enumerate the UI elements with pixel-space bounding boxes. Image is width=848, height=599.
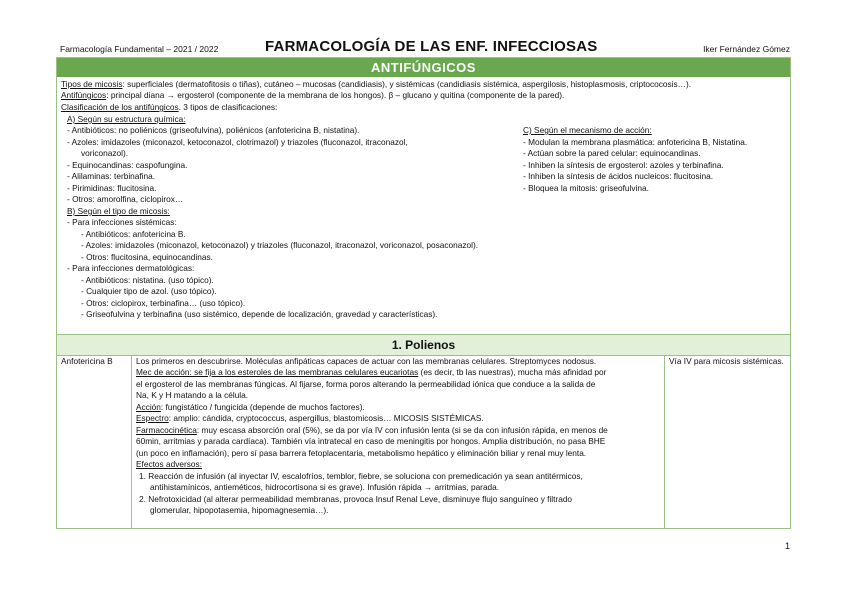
para-line: Los primeros en descubrirse. Moléculas anfipáticas capaces de actuar con las membranas celulares. Streptomyces nodosus. — [136, 356, 597, 366]
tipos-label: Tipos de micosis — [61, 79, 123, 89]
para-line: Na, K y H matando a la célula. — [136, 390, 249, 400]
classB-line: - Griseofulvina y terbinafina (uso sistémico, depende de localización, gravedad y características). — [81, 309, 438, 319]
farmaco-label: Farmacocinética — [136, 425, 197, 435]
espectro-line — [136, 413, 484, 424]
farmaco-text: : muy escasa absorción oral (5%), se da por vía IV con infusión lenta (si se da con infusión rápida, en menos de — [196, 425, 608, 435]
classC-line: - Modulan la membrana plasmática: anfotericina B, Nistatina. — [523, 137, 748, 147]
classA-line: voriconazol). — [81, 148, 129, 158]
classA-line: - Azoles: imidazoles (miconazol, ketoconazol, clotrimazol) y triazoles (fluconazol, itraconazol, — [67, 137, 408, 147]
page-number: 1 — [784, 541, 790, 551]
classA-line: - Alilaminas: terbinafina. — [67, 171, 156, 181]
para-line: 60min, arritmias y parada cardíaca). También vía intratecal en caso de meningitis por hongos. Amplia distribución, no pasa BHE — [136, 436, 606, 446]
classB-line: - Para infecciones dermatológicas: — [67, 263, 195, 273]
mec-text: : se fija a los esteroles de las membranas celulares eucariotas — [189, 367, 419, 377]
section-heading: 1. Polienos — [57, 334, 790, 356]
author-name: Iker Fernández Gómez — [703, 44, 790, 54]
classB-line: - Azoles: imidazoles (miconazol, ketoconazol) y triazoles (fluconazol, itraconazol, voriconazol, posaconazol). — [81, 240, 479, 250]
accion-text: : fungistático / fungicida (depende de muchos factores). — [160, 402, 365, 412]
classA-heading: A) Según su estructura química: — [67, 114, 186, 124]
course-label: Farmacología Fundamental – 2021 / 2022 — [60, 44, 219, 54]
classB-line: - Antibióticos: anfotericina B. — [81, 229, 186, 239]
antif-line — [61, 90, 564, 101]
accion-line — [136, 402, 365, 413]
classA-line: - Pirimidinas: flucitosina. — [67, 183, 157, 193]
tipos-line — [61, 79, 691, 90]
classC-line: - Inhiben la síntesis de ergosterol: azoles y terbinafina. — [523, 160, 724, 170]
page-header — [60, 38, 790, 58]
antif-text: : principal diana → ergosterol (componente de la membrana de los hongos). β – glucano y quitina (componente de la pared). — [106, 90, 565, 100]
classA-line: - Otros: amorolfina, ciclopirox… — [67, 194, 184, 204]
content-table — [56, 57, 791, 529]
route-note: Vía IV para micosis sistémicas. — [669, 356, 784, 366]
classB-line: - Antibióticos: nistatina. (uso tópico). — [81, 275, 214, 285]
espectro-label: Espectro — [136, 413, 169, 423]
section-banner: ANTIFÚNGICOS — [57, 58, 790, 77]
column-divider — [131, 355, 132, 528]
efectos-heading: Efectos adversos: — [136, 459, 202, 469]
mec-label: Mec de acción — [136, 367, 190, 377]
para-line: 2. Nefrotoxicidad (al alterar permeabilidad membranas, provoca Insuf Renal Leve, disminuye flujo sanguíneo y filtrado — [139, 494, 573, 504]
classB-line: - Otros: ciclopirox, terbinafina… (uso tópico). — [81, 298, 246, 308]
classB-line: - Otros: flucitosina, equinocandinas. — [81, 252, 213, 262]
mec-line — [136, 367, 606, 378]
classA-line: - Equinocandinas: caspofungina. — [67, 160, 188, 170]
accion-label: Acción — [136, 402, 161, 412]
mec-text-cont: (es decir, tb las nuestras), mucha más afinidad por — [418, 367, 607, 377]
farmaco-line — [136, 425, 608, 436]
espectro-text: : amplio: cándida, cryptococcus, aspergillus, blastomicosis… MICOSIS SISTÉMICAS. — [168, 413, 484, 423]
classC-line: - Actúan sobre la pared celular: equinocandinas. — [523, 148, 701, 158]
classB-heading: B) Según el tipo de micosis: — [67, 206, 170, 216]
clasif-label: Clasificación de los antifúngicos — [61, 102, 179, 112]
classC-line: - Bloquea la mitosis: griseofulvina. — [523, 183, 649, 193]
document-title: FARMACOLOGÍA DE LAS ENF. INFECCIOSAS — [265, 38, 598, 55]
column-divider — [664, 355, 665, 528]
clasif-line — [61, 102, 277, 113]
clasif-text: . 3 tipos de clasificaciones: — [178, 102, 278, 112]
classA-line: - Antibióticos: no poliénicos (griseofulvina), poliénicos (anfotericina B, nistatina). — [67, 125, 360, 135]
para-line: (un poco en inflamación), pero sí pasa barrera fetoplacentaria, metabolismo hepático y eliminación biliar y renal muy lenta. — [136, 448, 587, 458]
antif-label: Antifúngicos — [61, 90, 107, 100]
tipos-text: : superficiales (dermatofitosis o tiñas), cutáneo – mucosas (candidiasis), y sistémicas (candidiasis sistémica, aspergilosis, histoplasmosis, criptococosis…). — [122, 79, 692, 89]
classB-line: - Para infecciones sistémicas: — [67, 217, 177, 227]
classC-line: - Inhiben la síntesis de ácidos nucleicos: flucitosina. — [523, 171, 714, 181]
para-line: antihistamínicos, antieméticos, hidrocortisona si es grave). Infusión rápida → arritmias, parada. — [150, 482, 500, 492]
para-line: el ergosterol de las membranas fúngicas. Al fijarse, forma poros alterando la permeabilidad iónica que conduce a la salida de — [136, 379, 596, 389]
para-line: glomerular, hipopotasemia, hipomagnesemia…). — [150, 505, 329, 515]
drug-name: Anfotericina B — [61, 356, 113, 366]
classB-line: - Cualquier tipo de azol. (uso tópico). — [81, 286, 217, 296]
classC-heading: C) Según el mecanismo de acción: — [523, 125, 652, 135]
para-line: 1. Reacción de infusión (al inyectar IV, escalofríos, temblor, fiebre, se soluciona con premedicación ya sean antitérmicos, — [139, 471, 583, 481]
